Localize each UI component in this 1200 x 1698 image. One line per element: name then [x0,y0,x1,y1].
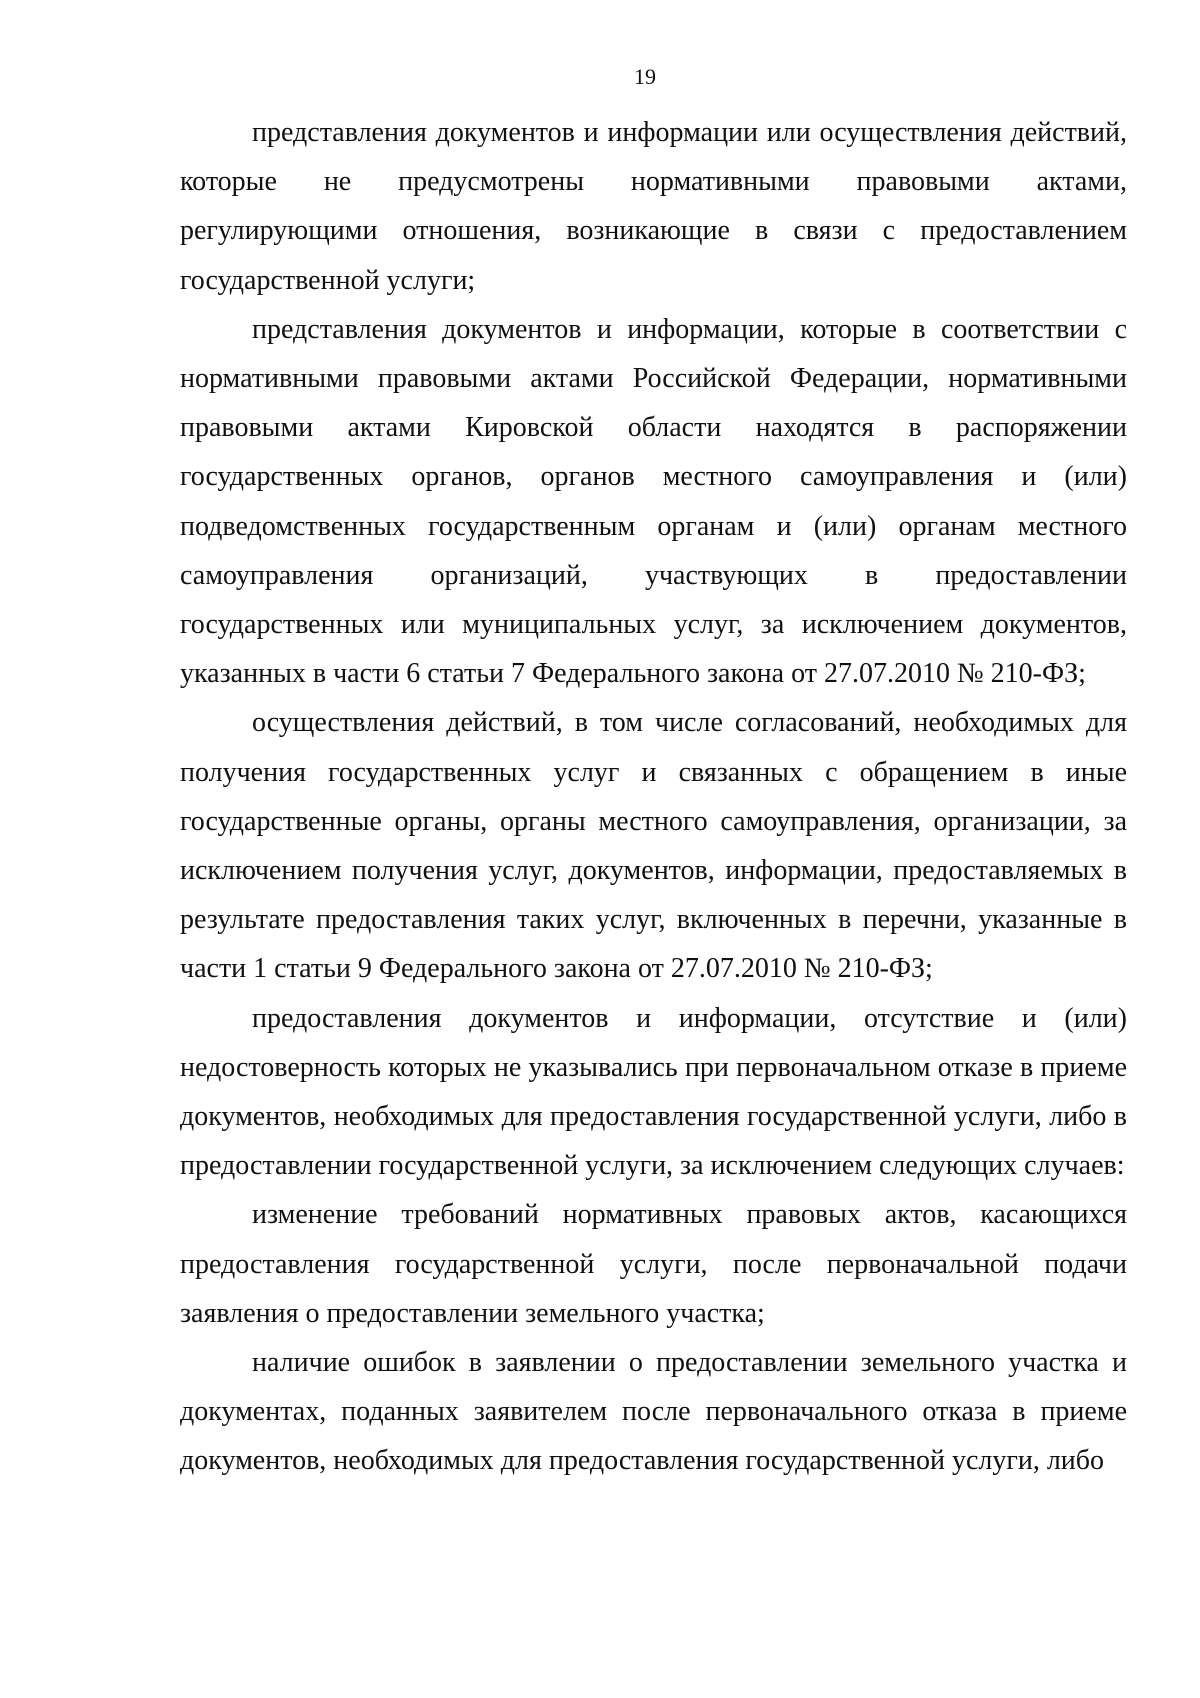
paragraph-2: представления документов и информации, которые в соответствии с нормативными правовыми актами Российской Федерации, нормативными правовыми актами Кировской области находятся в распоряжении государственных органов, органов местного самоуправления и (или) подведомственных государственным органам и (или) органам местного самоуправления организаций, участвующих в предоставлении государственных или муниципальных услуг, за исключением документов, указанных в части 6 статьи 7 Федерального закона от 27.07.2010 № 210-ФЗ; [180,313,1127,690]
document-body [180,108,1127,1486]
paragraph-3: осуществления действий, в том числе согласований, необходимых для получения государственных услуг и связанных с обращением в иные государственные органы, органы местного самоуправления, организации, за исключением получения услуг, документов, информации, предоставляемых в результате предоставления таких услуг, включенных в перечни, указанные в части 1 статьи 9 Федерального закона от 27.07.2010 № 210-ФЗ; [180,707,1127,985]
paragraph-5: изменение требований нормативных правовых актов, касающихся предоставления государственной услуги, после первоначальной подачи заявления о предоставлении земельного участка; [180,1199,1127,1329]
paragraph-6: наличие ошибок в заявлении о предоставлении земельного участка и документах, поданных заявителем после первоначального отказа в приеме документов, необходимых для предоставления государственной услуги, либо [180,1347,1127,1477]
page-number: 19 [634,64,656,89]
paragraph-1: представления документов и информации или осуществления действий, которые не предусмотрены нормативными правовыми актами, регулирующими отношения, возникающие в связи с предоставлением государственной услуги; [180,117,1127,296]
paragraph-4: предоставления документов и информации, отсутствие и (или) недостоверность которых не указывались при первоначальном отказе в приеме документов, необходимых для предоставления государственной услуги, либо в предоставлении государственной услуги, за исключением следующих случаев: [180,1002,1127,1182]
